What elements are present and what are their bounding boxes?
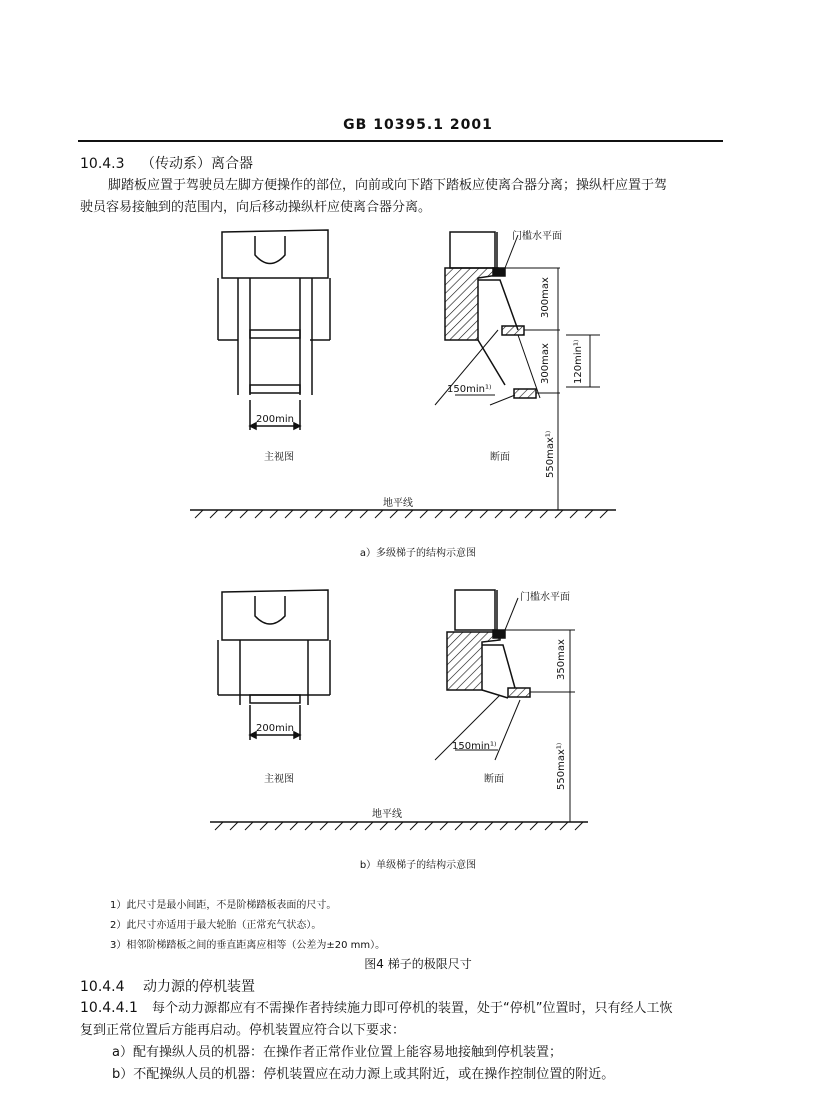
dim-label: 120min¹⁾: [573, 339, 584, 384]
list-item: b）不配操纵人员的机器：停机装置应在动力源上或其附近，或在操作控制位置的附近。: [112, 1067, 615, 1082]
figure-a-ground: [190, 510, 616, 518]
footnote: 1）此尺寸是最小间距，不是阶梯踏板表面的尺寸。: [110, 900, 337, 911]
dim-label: 550max¹⁾: [545, 430, 556, 478]
cab-body: [222, 230, 328, 278]
paragraph-line: 驶员容易接触到的范围内，向后移动操纵杆应使离合器分离。: [80, 200, 432, 215]
view-label: 主视图: [264, 452, 294, 463]
footnote: 2）此尺寸亦适用于最大轮胎（正常充气状态）。: [110, 920, 322, 931]
ladder-step: [250, 330, 300, 338]
dim-label: 150min¹⁾: [447, 384, 492, 395]
ladder-step: [250, 385, 300, 393]
figure-caption: b）单级梯子的结构示意图: [359, 860, 477, 871]
figure-b-ground: [210, 822, 588, 830]
ladder-step: [250, 695, 300, 703]
door-opening: [255, 596, 285, 624]
dim-label: 300max: [540, 277, 551, 318]
step: [508, 688, 530, 697]
dim-label: 200min: [256, 414, 294, 425]
list-item: a）配有操纵人员的机器：在操作者正常作业位置上能容易地接触到停机装置；: [112, 1045, 562, 1060]
ground-label: 地平线: [372, 809, 402, 820]
dim-label: 150min¹⁾: [452, 741, 497, 752]
upper-wall: [450, 232, 495, 268]
section-number: 10.4.4.1: [80, 1000, 138, 1016]
figure-b-front-view: [218, 590, 330, 740]
paragraph-text: 每个动力源都应有不需操作者持续施力即可停机的装置，处于“停机”位置时，只有经人工恢: [152, 1001, 673, 1016]
step-1: [502, 326, 524, 335]
section-title: （传动系）离合器: [140, 156, 253, 172]
figure-a-front-view: [218, 230, 330, 430]
dim-label: 550max¹⁾: [556, 742, 567, 790]
step-support-lower: [478, 340, 505, 385]
threshold-label: 门槛水平面: [520, 592, 570, 603]
figure-title: 图4 梯子的极限尺寸: [364, 957, 472, 971]
step-support-upper: [478, 280, 518, 330]
footnote: 3）相邻阶梯踏板之间的垂直距离应相等（公差为±20 mm）。: [110, 940, 386, 951]
hatched-floor: [445, 268, 498, 340]
section-number: 10.4.4: [80, 979, 125, 995]
figure-caption: a）多级梯子的结构示意图: [359, 548, 477, 559]
threshold-label: 门槛水平面: [512, 231, 562, 242]
threshold-block: [493, 268, 505, 276]
dim-label: 350max: [556, 639, 567, 680]
figure-b-section-view: [435, 590, 575, 822]
paragraph-line: 脚踏板应置于驾驶员左脚方便操作的部位，向前或向下踏下踏板应使离合器分离；操纵杆应置于驾: [108, 178, 668, 193]
ground-label: 地平线: [383, 498, 413, 509]
section-number: 10.4.3: [80, 156, 125, 172]
view-label: 断面: [484, 774, 504, 785]
paragraph-line: 复到正常位置后方能再启动。停机装置应符合以下要求：: [80, 1023, 406, 1038]
section-title: 动力源的停机装置: [142, 979, 255, 995]
cab-body: [222, 590, 328, 640]
dim-label: 200min: [256, 723, 294, 734]
dim-label: 300max: [540, 343, 551, 384]
step-2: [514, 389, 536, 398]
view-label: 断面: [490, 452, 510, 463]
view-label: 主视图: [264, 774, 294, 785]
paragraph-line: [80, 998, 673, 1019]
section-10-4-4-heading: [80, 976, 255, 996]
door-opening: [255, 236, 285, 264]
standard-header: GB 10395.1 2001: [343, 117, 493, 133]
